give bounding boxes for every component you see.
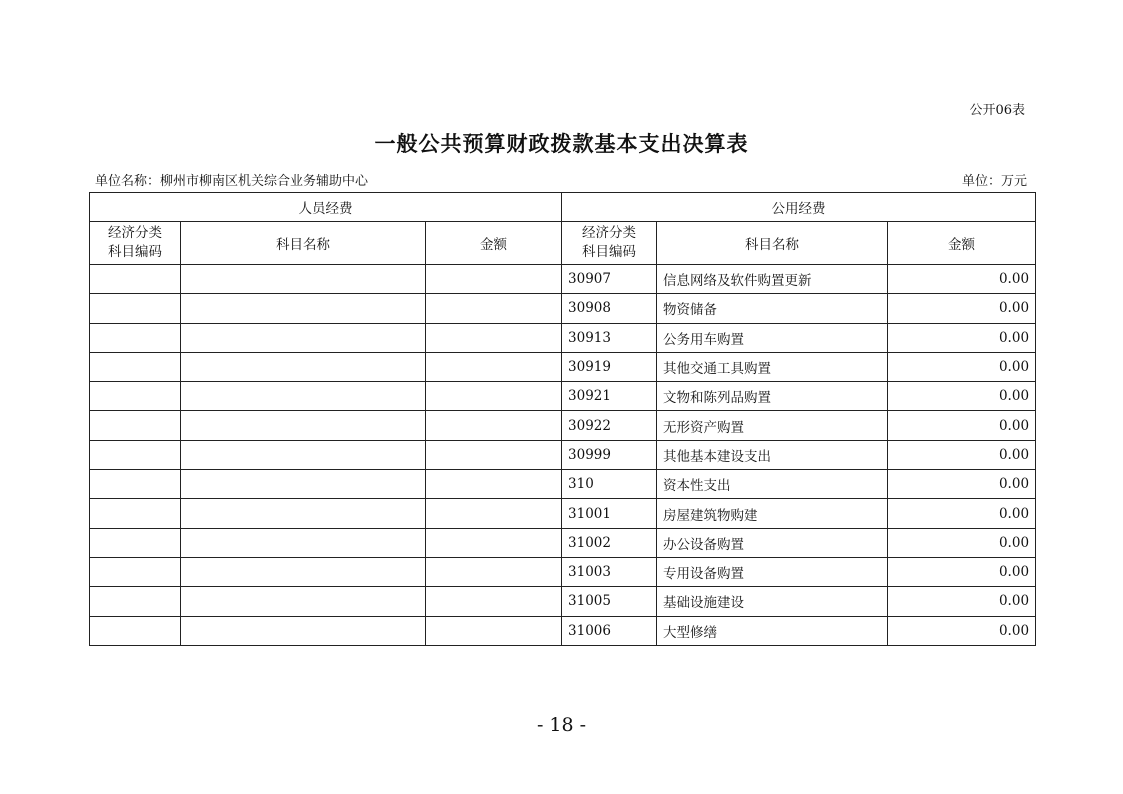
code-header-line1: 经济分类: [582, 225, 637, 241]
table-row: [90, 411, 1036, 440]
public-name-cell: 信息网络及软件购置更新: [657, 265, 888, 294]
public-code-header: [562, 222, 657, 265]
personnel-amount-cell: [426, 440, 562, 469]
table-row: [90, 499, 1036, 528]
public-code-cell: 30907: [562, 265, 657, 294]
unit-name-label: 单位名称：柳州市柳南区机关综合业务辅助中心: [95, 174, 369, 189]
personnel-name-cell: [181, 499, 426, 528]
code-header-line2: 科目编码: [108, 244, 162, 260]
personnel-code-cell: [90, 528, 181, 557]
public-amount-header: 金额: [888, 222, 1036, 265]
personnel-amount-cell: [426, 382, 562, 411]
personnel-name-cell: [181, 587, 426, 616]
public-code-cell: 31002: [562, 528, 657, 557]
public-amount-cell: 0.00: [888, 557, 1036, 586]
personnel-code-cell: [90, 557, 181, 586]
public-code-cell: 31003: [562, 557, 657, 586]
table-row: [90, 528, 1036, 557]
personnel-code-cell: [90, 499, 181, 528]
table-row: [90, 294, 1036, 323]
public-amount-cell: 0.00: [888, 352, 1036, 381]
personnel-code-cell: [90, 323, 181, 352]
personnel-name-cell: [181, 265, 426, 294]
expenditure-table: [89, 192, 1036, 646]
table-row: [90, 265, 1036, 294]
public-expense-header: 公用经费: [562, 193, 1036, 222]
personnel-name-cell: [181, 323, 426, 352]
personnel-amount-cell: [426, 323, 562, 352]
personnel-amount-cell: [426, 470, 562, 499]
personnel-name-cell: [181, 616, 426, 645]
personnel-amount-cell: [426, 528, 562, 557]
personnel-amount-cell: [426, 411, 562, 440]
personnel-name-cell: [181, 294, 426, 323]
public-code-cell: 30913: [562, 323, 657, 352]
table-row: [90, 470, 1036, 499]
public-code-cell: 31006: [562, 616, 657, 645]
personnel-name-header: 科目名称: [181, 222, 426, 265]
public-amount-cell: 0.00: [888, 411, 1036, 440]
table-row: [90, 382, 1036, 411]
public-code-cell: 30921: [562, 382, 657, 411]
public-name-cell: 大型修缮: [657, 616, 888, 645]
table-row: [90, 352, 1036, 381]
code-header-line1: 经济分类: [108, 225, 162, 241]
public-name-header: 科目名称: [657, 222, 888, 265]
personnel-name-cell: [181, 557, 426, 586]
public-code-cell: 31001: [562, 499, 657, 528]
personnel-name-cell: [181, 528, 426, 557]
personnel-code-cell: [90, 382, 181, 411]
form-number: 公开06表: [969, 103, 1025, 118]
personnel-amount-cell: [426, 294, 562, 323]
public-code-cell: 30922: [562, 411, 657, 440]
personnel-name-cell: [181, 411, 426, 440]
table-row: [90, 440, 1036, 469]
table-row: [90, 323, 1036, 352]
personnel-code-cell: [90, 411, 181, 440]
public-amount-cell: 0.00: [888, 587, 1036, 616]
table-row: [90, 587, 1036, 616]
personnel-code-cell: [90, 294, 181, 323]
public-name-cell: 房屋建筑物购建: [657, 499, 888, 528]
personnel-code-header: [90, 222, 181, 265]
personnel-amount-cell: [426, 616, 562, 645]
personnel-amount-cell: [426, 587, 562, 616]
column-header-row: [90, 222, 1036, 265]
public-amount-cell: 0.00: [888, 294, 1036, 323]
public-amount-cell: 0.00: [888, 382, 1036, 411]
personnel-amount-cell: [426, 499, 562, 528]
personnel-name-cell: [181, 382, 426, 411]
public-code-cell: 30908: [562, 294, 657, 323]
personnel-code-cell: [90, 616, 181, 645]
public-amount-cell: 0.00: [888, 323, 1036, 352]
personnel-amount-header: 金额: [426, 222, 562, 265]
personnel-name-cell: [181, 440, 426, 469]
currency-unit-label: 单位：万元: [961, 174, 1027, 189]
personnel-code-cell: [90, 587, 181, 616]
table-row: [90, 557, 1036, 586]
public-amount-cell: 0.00: [888, 499, 1036, 528]
public-code-cell: 310: [562, 470, 657, 499]
personnel-name-cell: [181, 352, 426, 381]
personnel-amount-cell: [426, 265, 562, 294]
public-code-cell: 30919: [562, 352, 657, 381]
public-name-cell: 文物和陈列品购置: [657, 382, 888, 411]
group-header-row: [90, 193, 1036, 222]
personnel-amount-cell: [426, 352, 562, 381]
public-amount-cell: 0.00: [888, 440, 1036, 469]
public-name-cell: 其他交通工具购置: [657, 352, 888, 381]
public-name-cell: 基础设施建设: [657, 587, 888, 616]
page-title: 一般公共预算财政拨款基本支出决算表: [374, 131, 749, 156]
personnel-code-cell: [90, 352, 181, 381]
public-name-cell: 其他基本建设支出: [657, 440, 888, 469]
public-name-cell: 资本性支出: [657, 470, 888, 499]
personnel-expense-header: 人员经费: [90, 193, 562, 222]
public-name-cell: 公务用车购置: [657, 323, 888, 352]
public-amount-cell: 0.00: [888, 528, 1036, 557]
table-row: [90, 616, 1036, 645]
public-name-cell: 办公设备购置: [657, 528, 888, 557]
public-amount-cell: 0.00: [888, 616, 1036, 645]
personnel-name-cell: [181, 470, 426, 499]
personnel-code-cell: [90, 265, 181, 294]
code-header-line2: 科目编码: [582, 244, 637, 260]
public-amount-cell: 0.00: [888, 265, 1036, 294]
public-name-cell: 专用设备购置: [657, 557, 888, 586]
public-amount-cell: 0.00: [888, 470, 1036, 499]
public-code-cell: 30999: [562, 440, 657, 469]
public-name-cell: 无形资产购置: [657, 411, 888, 440]
public-code-cell: 31005: [562, 587, 657, 616]
personnel-code-cell: [90, 440, 181, 469]
public-name-cell: 物资储备: [657, 294, 888, 323]
personnel-amount-cell: [426, 557, 562, 586]
page-number: - 18 -: [536, 714, 587, 736]
personnel-code-cell: [90, 470, 181, 499]
